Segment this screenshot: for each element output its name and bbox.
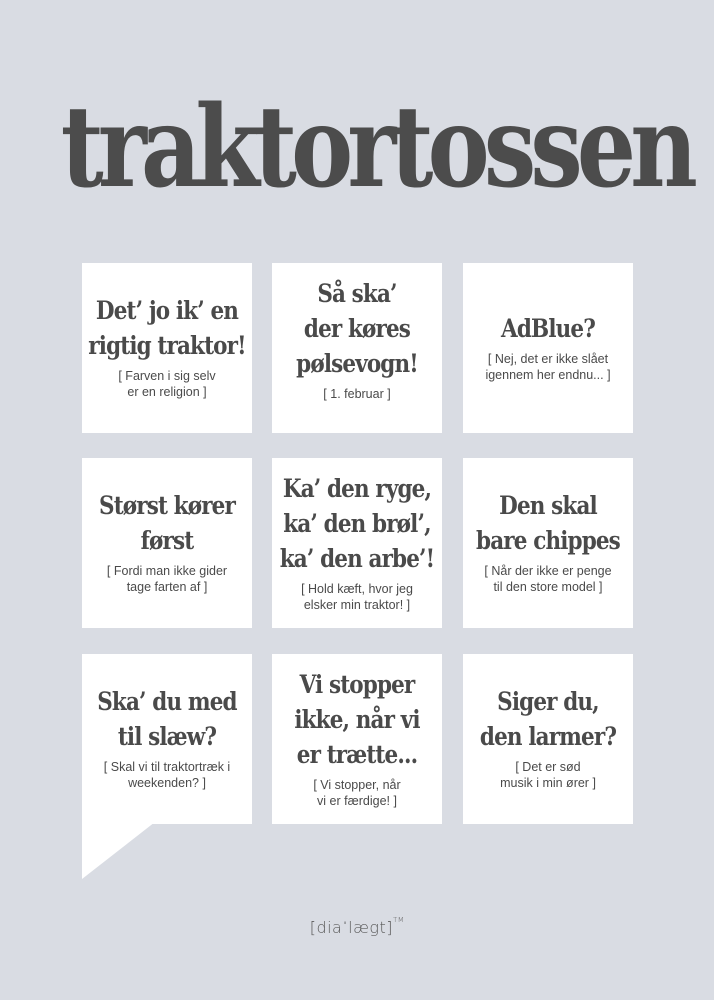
quote-card-2-heading: Så ska’ der køres pølsevogn! (296, 279, 418, 378)
quote-card-3 (463, 263, 633, 433)
quote-card-9 (463, 654, 633, 824)
quote-card-8-caption: [ Vi stopper, når vi er færdige! ] (313, 778, 401, 808)
quote-card-4 (82, 458, 252, 628)
quote-card-7-caption: [ Skal vi til traktortræk i weekenden? ] (103, 760, 231, 790)
quote-card-1-caption: [ Farven i sig selv er en religion ] (118, 369, 216, 399)
quote-card-2-caption: [ 1. februar ] (323, 387, 391, 401)
quote-card-1 (82, 263, 252, 433)
quote-card-7-heading: Ska’ du med til slæw? (97, 687, 237, 751)
brand-logo-text: [diaˈlægt] (309, 918, 393, 937)
quote-card-3-caption: [ Nej, det er ikke slået igennem her endnu... ] (485, 352, 611, 382)
quote-card-8-heading: Vi stopper ikke, når vi er trætte... (294, 670, 420, 769)
quote-card-4-heading: Størst kører først (99, 491, 235, 555)
brand-logo (0, 918, 714, 938)
quote-card-5-heading: Ka’ den ryge, ka’ den brøl’, ka’ den arbe’! (279, 474, 435, 573)
quote-card-7 (82, 654, 252, 824)
quote-card-6 (463, 458, 633, 628)
quote-card-5-caption: [ Hold kæft, hvor jeg elsker min traktor! ] (301, 582, 413, 612)
speech-bubble-tail (82, 822, 155, 879)
trademark-mark: TM (392, 916, 405, 924)
quote-card-1-heading: Det’ jo ik’ en rigtig traktor! (88, 296, 246, 360)
quote-card-9-caption: [ Det er sød musik i min ører ] (500, 760, 596, 790)
quote-card-5 (272, 458, 442, 628)
poster-title: traktortossen (60, 82, 692, 213)
quote-card-9-heading: Siger du, den larmer? (479, 687, 617, 751)
quote-card-3-heading: AdBlue? (501, 314, 595, 343)
quote-card-6-caption: [ Når der ikke er penge til den store model ] (484, 564, 612, 594)
quote-card-2 (272, 263, 442, 433)
quote-card-6-heading: Den skal bare chippes (476, 491, 620, 555)
quote-card-8 (272, 654, 442, 824)
quote-card-4-caption: [ Fordi man ikke gider tage farten af ] (106, 564, 228, 594)
